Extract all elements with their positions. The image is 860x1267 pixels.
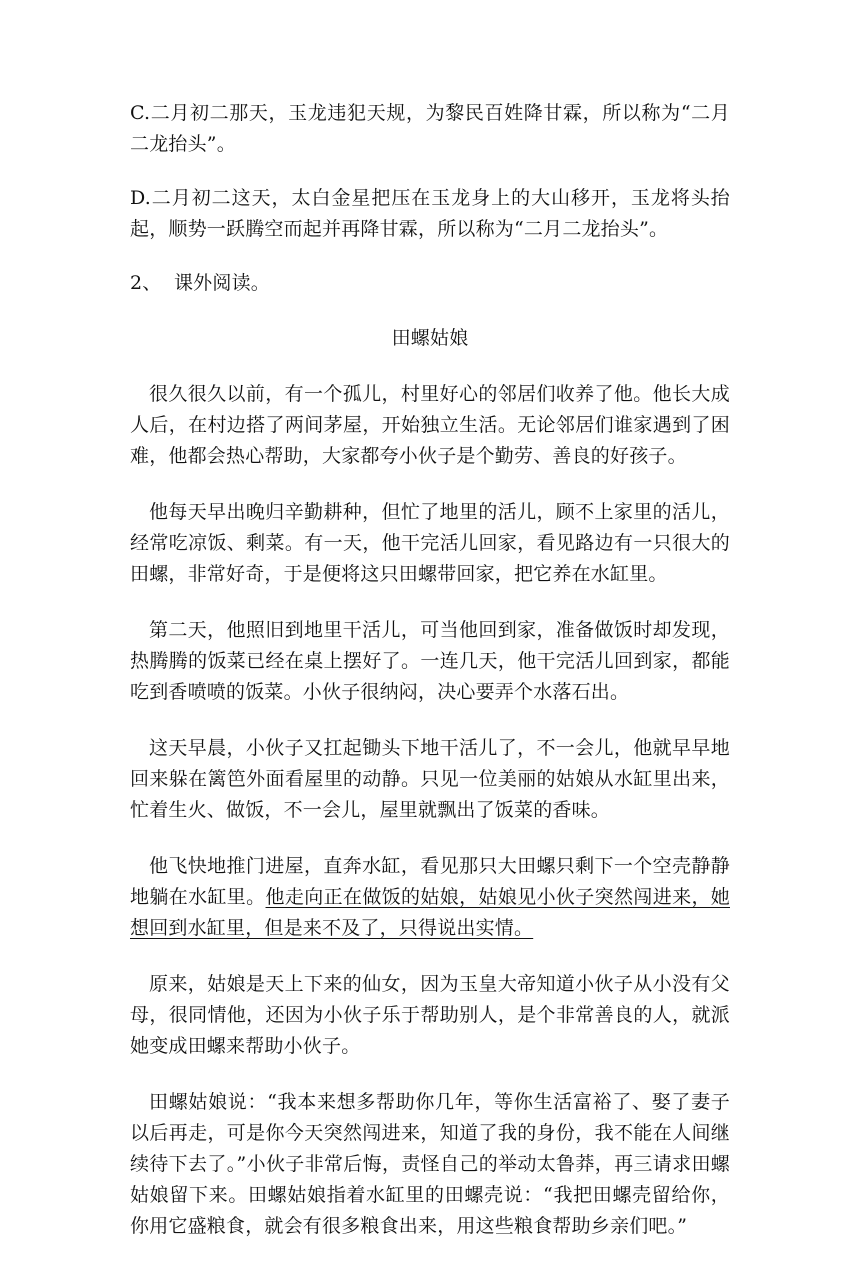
question-label: 课外阅读。 [173,272,270,294]
option-d: D.二月初二这天，太白金星把压在玉龙身上的大山移开，玉龙将头抬起，顺势一跃腾空而起并再降甘霖，所以称为“二月二龙抬头”。 [130,187,730,240]
paragraph-5-plain-text: 他飞快地推门进屋，直奔水缸，看见那只大田螺只剩下一个空壳静静地躺在水缸里。 [130,855,730,908]
document-page [130,98,730,1267]
story-paragraph-6: 原来，姑娘是天上下来的仙女，因为玉皇大帝知道小伙子从小没有父母，很同情他，还因为小伙子乐于帮助别人，是个非常善良的人，就派她变成田螺来帮助小伙子。 [130,973,730,1057]
story-paragraph-7: 田螺姑娘说：“我本来想多帮助你几年，等你生活富裕了、娶了妻子以后再走，可是你今天突然闯进来，知道了我的身份，我不能在人间继续待下去了。”小伙子非常后悔，责怪自己的举动太鲁莽，再三请求田螺姑娘留下来。田螺姑娘指着水缸里的田螺壳说：“我把田螺壳留给你，你用它盛粮食，就会有很多粮食出来，用这些粮食帮助乡亲们吧。” [130,1091,730,1237]
option-c: C.二月初二那天，玉龙违犯天规，为黎民百姓降甘霖，所以称为“二月二龙抬头”。 [130,102,730,155]
story-paragraph-3: 第二天，他照旧到地里干活儿，可当他回到家，准备做饭时却发现，热腾腾的饭菜已经在桌上摆好了。一连几天，他干完活儿回到家，都能吃到香喷喷的饭菜。小伙子很纳闷，决心要弄个水落石出。 [130,619,730,703]
story-paragraph-4: 这天早晨，小伙子又扛起锄头下地干活儿了，不一会儿，他就早早地回来躲在篱笆外面看屋里的动静。只见一位美丽的姑娘从水缸里出来，忙着生火、做饭，不一会儿，屋里就飘出了饭菜的香味。 [130,737,730,821]
story-paragraph-2: 他每天早出晚归辛勤耕种，但忙了地里的活儿，顾不上家里的活儿，经常吃凉饭、剩菜。有一天，他干完活儿回家，看见路边有一只很大的田螺，非常好奇，于是便将这只田螺带回家，把它养在水缸里。 [130,501,730,585]
question-number: 2、 [130,272,162,294]
story-title: 田螺姑娘 [391,327,469,349]
paragraph-5-underlined-text: 他走向正在做饭的姑娘，姑娘见小伙子突然闯进来，她想回到水缸里，但是来不及了，只得说出实情。 [130,886,730,939]
question-heading [130,268,730,299]
story-paragraph-1: 很久很久以前，有一个孤儿，村里好心的邻居们收养了他。他长大成人后，在村边搭了两间茅屋，开始独立生活。无论邻居们谁家遇到了困难，他都会热心帮助，大家都夸小伙子是个勤劳、善良的好孩子。 [130,383,730,467]
story-paragraph-5 [130,851,730,944]
